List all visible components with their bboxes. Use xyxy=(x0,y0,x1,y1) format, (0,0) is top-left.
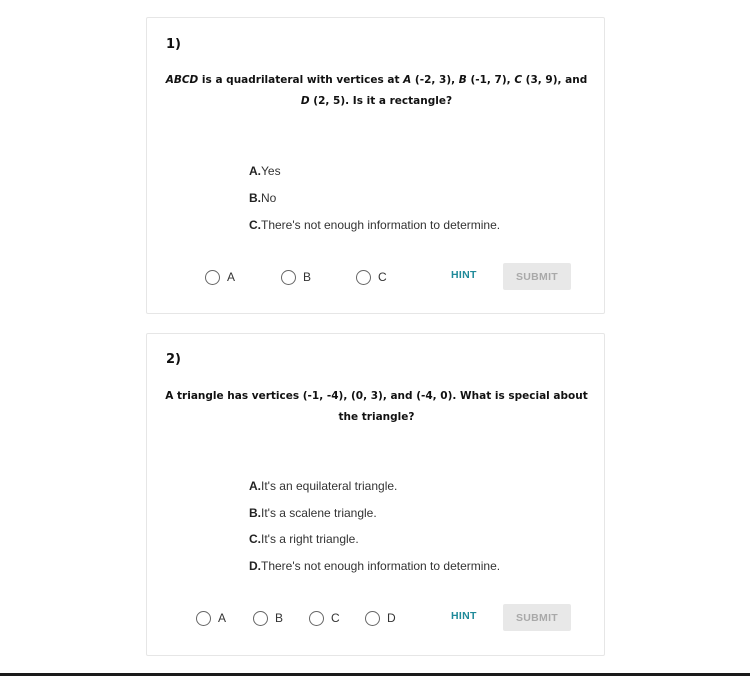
choice-a: A.It's an equilateral triangle. xyxy=(249,479,398,493)
answer-row xyxy=(147,262,606,292)
radio-option-b[interactable]: B xyxy=(281,269,311,285)
answer-choices xyxy=(249,477,500,584)
radio-option-c[interactable]: C xyxy=(309,610,340,626)
hint-button[interactable]: HINT xyxy=(451,610,477,622)
radio-button[interactable] xyxy=(281,270,296,285)
radio-button[interactable] xyxy=(309,611,324,626)
question-number: 1) xyxy=(166,37,181,52)
radio-option-c[interactable]: C xyxy=(356,269,387,285)
answer-row xyxy=(147,603,606,633)
hint-button[interactable]: HINT xyxy=(451,269,477,281)
radio-option-a[interactable]: A xyxy=(196,610,226,626)
choice-d: D.There's not enough information to determine. xyxy=(249,559,501,574)
question-text: ABCD is a quadrilateral with vertices at A (-2, 3), B (-1, 7), C (3, 9), and D (2, 5). Is it a rectangle? xyxy=(165,74,588,107)
answer-choices xyxy=(249,162,500,243)
question-card-1 xyxy=(146,17,605,314)
radio-button[interactable] xyxy=(205,270,220,285)
question-card-2 xyxy=(146,333,605,656)
radio-button[interactable] xyxy=(365,611,380,626)
choice-a: A.Yes xyxy=(249,164,281,178)
submit-button[interactable]: SUBMIT xyxy=(503,604,571,631)
submit-button[interactable]: SUBMIT xyxy=(503,263,571,290)
radio-option-b[interactable]: B xyxy=(253,610,283,626)
choice-c: C.It's a right triangle. xyxy=(249,532,359,547)
radio-button[interactable] xyxy=(356,270,371,285)
radio-option-a[interactable]: A xyxy=(205,269,235,285)
question-text: A triangle has vertices (-1, -4), (0, 3), and (-4, 0). What is special about the triangle? xyxy=(165,390,588,423)
question-number: 2) xyxy=(166,352,181,367)
radio-button[interactable] xyxy=(196,611,211,626)
choice-b: B.No xyxy=(249,191,277,205)
radio-option-d[interactable]: D xyxy=(365,610,396,626)
choice-c: C.There's not enough information to determine. xyxy=(249,218,501,232)
choice-b: B.It's a scalene triangle. xyxy=(249,505,377,520)
radio-button[interactable] xyxy=(253,611,268,626)
